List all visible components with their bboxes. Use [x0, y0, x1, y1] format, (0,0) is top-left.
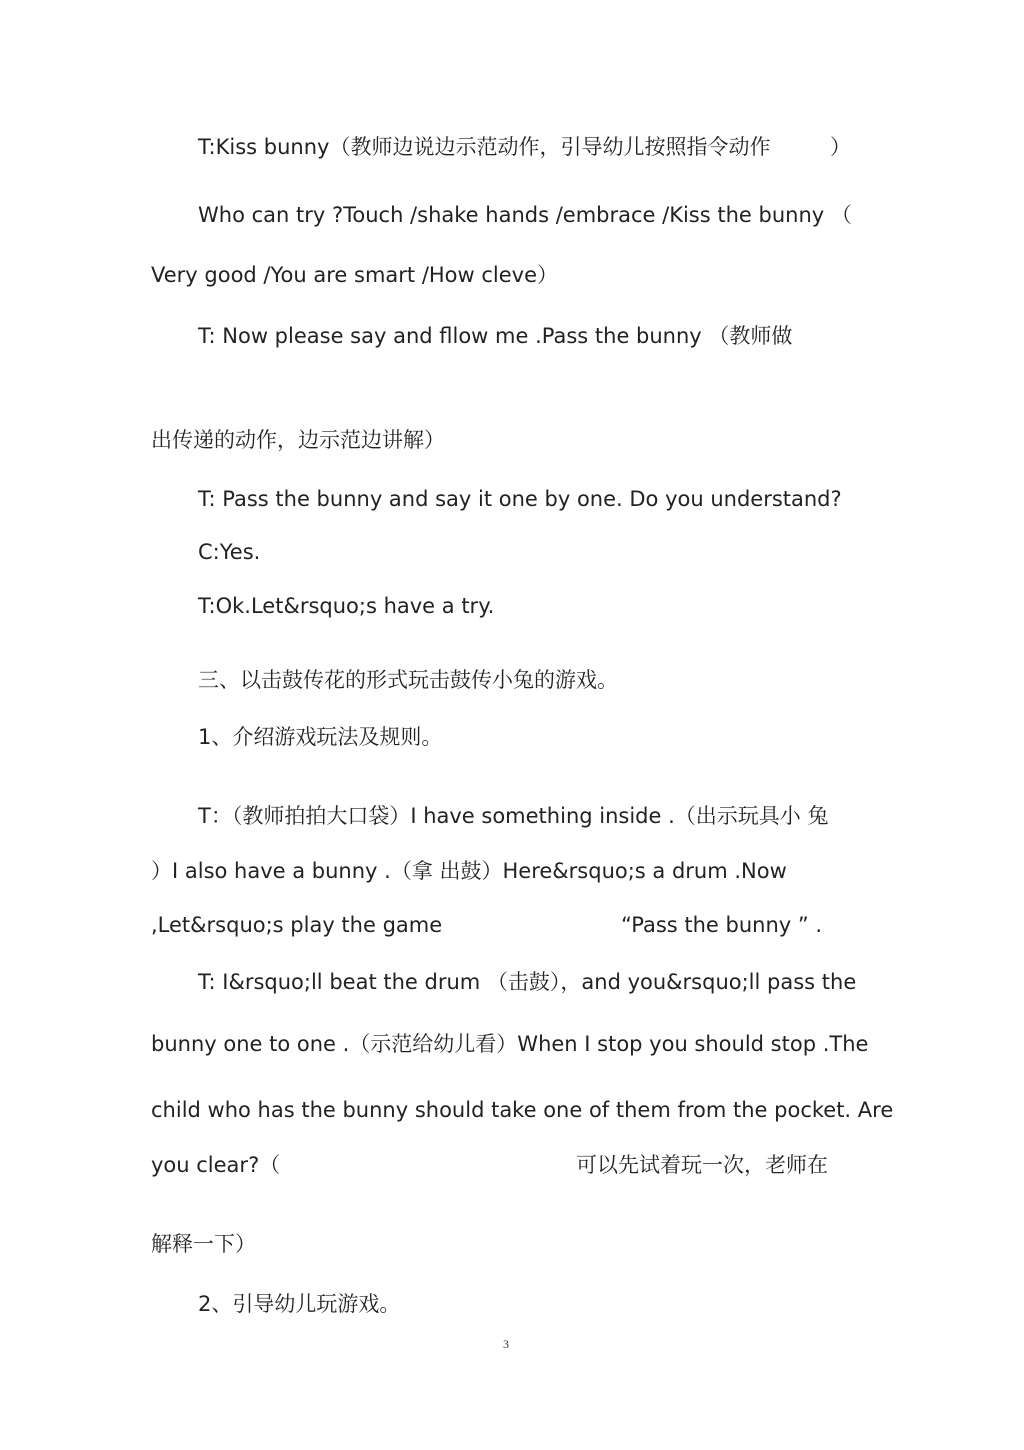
- text-line: T：（教师拍拍大口袋）I have something inside .（出示玩具小 兔: [198, 804, 829, 828]
- text-line: T: Pass the bunny and say it one by one. Do you understand?: [198, 487, 842, 511]
- text-line: 可以先试着玩一次，老师在: [576, 1153, 828, 1177]
- text-line: Who can try ?Touch /shake hands /embrace /Kiss the bunny （: [198, 203, 852, 227]
- text-line: bunny one to one .（示范给幼儿看）When I stop you should stop .The: [151, 1032, 869, 1056]
- text-line: C:Yes.: [198, 540, 261, 564]
- subsection-heading: 1、介绍游戏玩法及规则。: [198, 725, 443, 749]
- section-heading: 三、以击鼓传花的形式玩击鼓传小兔的游戏。: [198, 668, 618, 692]
- subsection-heading: 2、引导幼儿玩游戏。: [198, 1292, 401, 1316]
- page-number: 3: [503, 1337, 509, 1351]
- text-line: T: I&rsquo;ll beat the drum （击鼓），and you&rsquo;ll pass the: [198, 970, 857, 994]
- text-line: you clear?（: [151, 1153, 281, 1177]
- text-line: T: Now please say and fllow me .Pass the bunny （教师做: [198, 324, 793, 348]
- text-line: child who has the bunny should take one of them from the pocket. Are: [151, 1098, 894, 1122]
- text-line: 解释一下）: [151, 1232, 256, 1256]
- text-line: ,Let&rsquo;s play the game: [151, 913, 443, 937]
- text-line: Very good /You are smart /How cleve）: [151, 263, 559, 287]
- text-line: T:Kiss bunny（教师边说边示范动作，引导幼儿按照指令动作: [198, 135, 771, 159]
- text-line: “Pass the bunny ” .: [621, 913, 823, 937]
- text-line: T:Ok.Let&rsquo;s have a try.: [198, 594, 495, 618]
- text-line: ）: [830, 135, 851, 159]
- text-line: ）I also have a bunny .（拿 出鼓）Here&rsquo;s a drum .Now: [151, 859, 787, 883]
- text-line: 出传递的动作，边示范边讲解）: [151, 428, 445, 452]
